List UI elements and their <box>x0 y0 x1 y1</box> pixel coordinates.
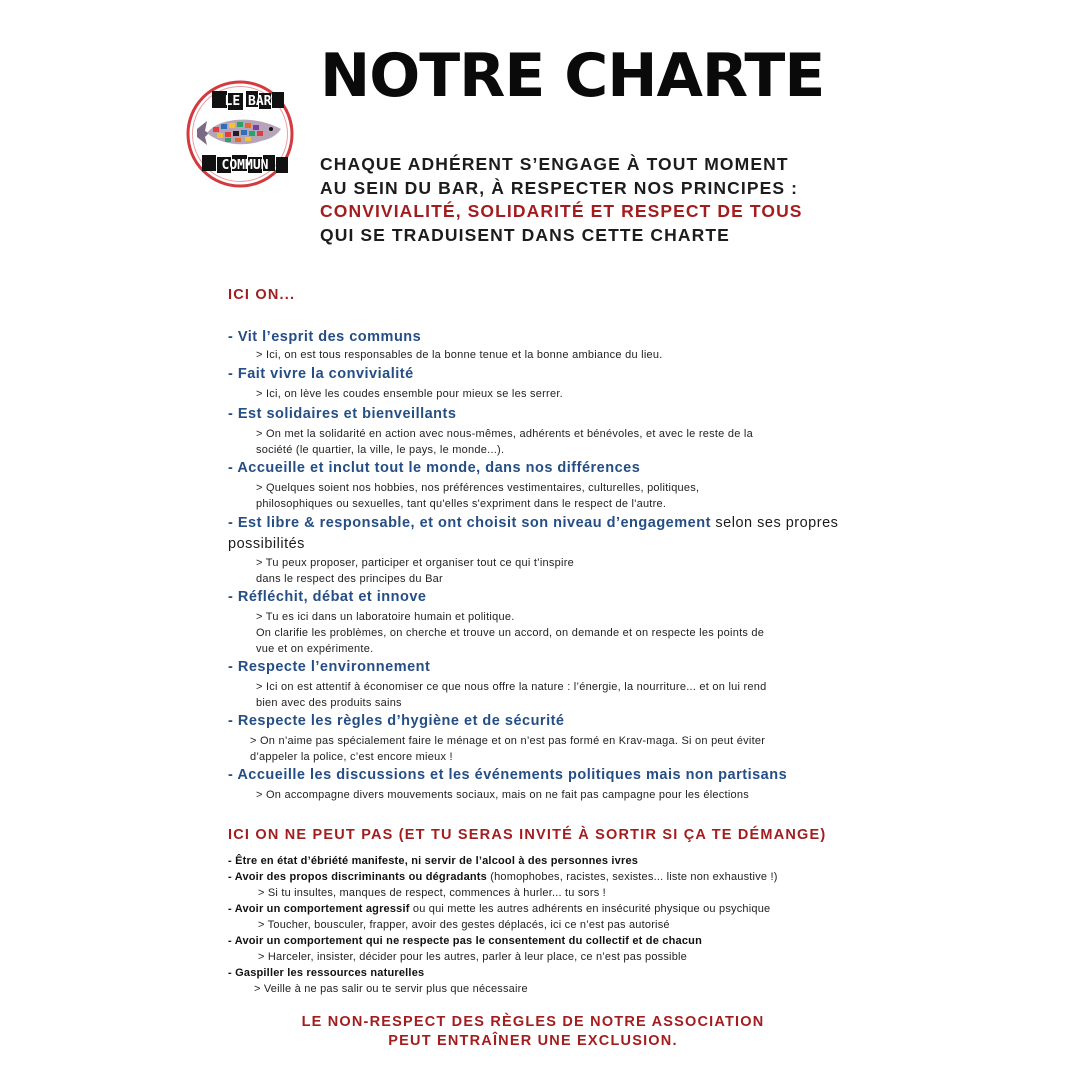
footer-line: PEUT ENTRAÎNER UNE EXCLUSION. <box>388 1033 678 1049</box>
rule-item <box>228 933 868 949</box>
fish-icon <box>185 79 295 189</box>
rule-sub: > Harceler, insister, décider pour les autres, parler à leur place, ce n’est pas possible <box>258 951 687 963</box>
list-item <box>228 405 848 458</box>
rule-item <box>228 901 868 917</box>
list-item <box>228 328 848 363</box>
logo-text-bottom: COMMUN <box>221 158 269 173</box>
item-description: > Ici, on est tous responsables de la bonne tenue et la bonne ambiance du lieu. <box>256 349 663 361</box>
item-title: - Est solidaires et bienveillants <box>228 406 457 422</box>
item-title: - Accueille et inclut tout le monde, dans nos différences <box>228 460 641 476</box>
rule-item <box>228 869 868 885</box>
item-description: > Tu peux proposer, participer et organiser tout ce qui t’inspire dans le respect des principes du Bar <box>256 557 575 585</box>
item-description: > Ici, on lève les coudes ensemble pour mieux se les serrer. <box>256 388 563 400</box>
item-title: - Vit l’esprit des communs <box>228 329 422 345</box>
rule-bold: - Avoir un comportement agressif <box>228 903 410 915</box>
rule-rest: (homophobes, racistes, sexistes... liste non exhaustive !) <box>486 871 778 883</box>
item-title: - Fait vivre la convivialité <box>228 366 414 382</box>
item-title: - Accueille les discussions et les événements politiques mais non partisans <box>228 767 788 783</box>
item-description: > On met la solidarité en action avec nous-mêmes, adhérents et bénévoles, et avec le reste de la société (le quartier, la ville, le pays, le monde...). <box>256 428 753 456</box>
rule-bold: - Gaspiller les ressources naturelles <box>228 967 425 979</box>
item-description: > On accompagne divers mouvements sociaux, mais on ne fait pas campagne pour les élections <box>256 789 750 801</box>
rule-bold: - Avoir un comportement qui ne respecte pas le consentement du collectif et de chacun <box>228 935 703 947</box>
item-title: - Respecte les règles d’hygiène et de sécurité <box>228 713 565 729</box>
bar-commun-logo <box>185 79 295 189</box>
item-description: > Ici on est attentif à économiser ce que nous offre la nature : l’énergie, la nourriture... et on lui rend bien avec des produits sains <box>256 681 767 709</box>
list-item <box>228 658 848 711</box>
intro-line: AU SEIN DU BAR, À RESPECTER NOS PRINCIPES : <box>320 177 799 198</box>
item-title <box>228 513 848 555</box>
list-item <box>228 365 848 402</box>
item-description: > Tu es ici dans un laboratoire humain et politique. On clarifie les problèmes, on cherche et trouve un accord, on demande et on respecte les points de vue et on expérimente. <box>256 611 765 655</box>
logo-text-top: LE BAR <box>224 94 272 109</box>
list-item <box>228 712 848 765</box>
rule-bold: - Avoir des propos discriminants ou dégradants <box>228 871 487 883</box>
rule-sub: > Si tu insultes, manques de respect, commences à hurler... tu sors ! <box>258 887 606 899</box>
page-title: NOTRE CHARTE <box>320 41 825 111</box>
section-heading-ici-on: ICI ON... <box>228 287 296 303</box>
rule-item <box>228 853 868 869</box>
footer-warning <box>228 1013 838 1051</box>
intro-line: CHAQUE ADHÉRENT S’ENGAGE À TOUT MOMENT <box>320 154 789 174</box>
item-title-bold: - Est libre & responsable, et ont choisit son niveau d’engagement <box>228 515 711 531</box>
item-title: - Respecte l’environnement <box>228 659 431 675</box>
rule-item <box>228 965 868 981</box>
list-item <box>228 588 848 657</box>
principles-list <box>228 328 848 804</box>
intro-paragraph <box>320 153 803 247</box>
item-title: - Réfléchit, débat et innove <box>228 589 427 605</box>
rules-list <box>228 853 868 997</box>
rule-rest: ou qui mette les autres adhérents en insécurité physique ou psychique <box>409 903 771 915</box>
list-item <box>228 766 848 803</box>
intro-highlight-line: CONVIVIALITÉ, SOLIDARITÉ ET RESPECT DE TOUS <box>320 201 803 221</box>
rule-bold: - Être en état d’ébriété manifeste, ni servir de l’alcool à des personnes ivres <box>228 855 639 867</box>
item-description: > On n’aime pas spécialement faire le ménage et on n’est pas formé en Krav-maga. Si on peut éviter d’appeler la police, c’est encore mieux ! <box>250 735 766 763</box>
item-title-rest: selon ses propres possibilités <box>228 515 839 552</box>
list-item <box>228 513 848 587</box>
rule-sub: > Veille à ne pas salir ou te servir plus que nécessaire <box>254 983 528 995</box>
list-item <box>228 459 848 512</box>
intro-line: QUI SE TRADUISENT DANS CETTE CHARTE <box>320 224 730 245</box>
rule-sub: > Toucher, bousculer, frapper, avoir des gestes déplacés, ici ce n’est pas autorisé <box>258 919 670 931</box>
section-heading-interdit: ICI ON NE PEUT PAS (ET TU SERAS INVITÉ À SORTIR SI ÇA TE DÉMANGE) <box>228 827 827 843</box>
item-description: > Quelques soient nos hobbies, nos préférences vestimentaires, culturelles, politiques, philosophiques ou sexuelles, tant qu'elles s'expriment dans le respect de l'autre. <box>256 482 700 510</box>
footer-line: LE NON-RESPECT DES RÈGLES DE NOTRE ASSOCIATION <box>301 1014 765 1030</box>
